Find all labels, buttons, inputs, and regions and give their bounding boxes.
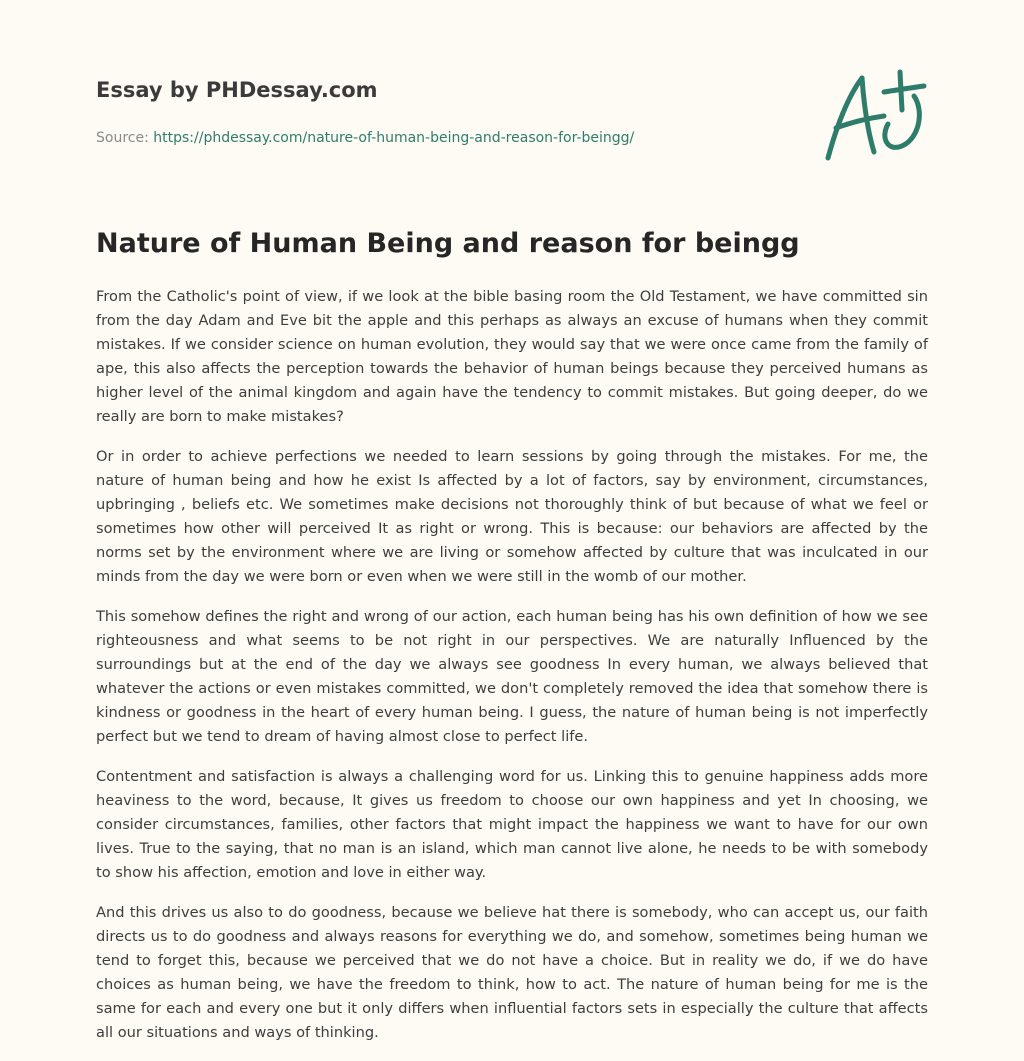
essay-paragraph: This somehow defines the right and wrong of our action, each human being has his own definition of how we see righteousness and what seems to be not right in our perspectives. We are naturally Influenced by the surroundings but at the end of the day we always see goodness In every human, we always believed that whatever the actions or even mistakes committed, we don't completely removed the idea that somehow there is kindness or goodness in the heart of every human being. I guess, the nature of human being is not imperfectly perfect but we tend to dream of having almost close to perfect life. (96, 608, 928, 745)
essay-body (96, 285, 928, 1061)
essay-title: Nature of Human Being and reason for beingg (96, 228, 800, 259)
essay-paragraph: Or in order to achieve perfections we needed to learn sessions by going through the mistakes. For me, the nature of human being and how he exist Is affected by a lot of factors, say by environment, circumstances, upbringing , beliefs etc. We sometimes make decisions not thoroughly think of but because of what we feel or sometimes how other will perceived It as right or wrong. This is because: our behaviors are affected by the norms set by the environment where we are living or somehow affected by culture that was inculcated in our minds from the day we were born or even when we were still in the womb of our mother. (96, 448, 928, 585)
source-link[interactable]: https://phdessay.com/nature-of-human-being-and-reason-for-beingg/ (153, 130, 635, 146)
essay-paragraph: From the Catholic's point of view, if we look at the bible basing room the Old Testament, we have committed sin from the day Adam and Eve bit the apple and this perhaps as always an excuse of humans when they commit mistakes. If we consider science on human evolution, they would say that we were once came from the family of ape, this also affects the perception towards the behavior of human beings because they perceived humans as higher level of the animal kingdom and again have the tendency to commit mistakes. But going deeper, do we really are born to make mistakes? (96, 288, 928, 425)
a-plus-grade-icon (818, 66, 930, 166)
essay-paragraph: Contentment and satisfaction is always a challenging word for us. Linking this to genuine happiness adds more heaviness to the word, because, It gives us freedom to choose our own happiness and yet In choosing, we consider circumstances, families, other factors that might impact the happiness we want to have for our own lives. True to the saying, that no man is an island, which man cannot live alone, he needs to be with somebody to show his affection, emotion and love in either way. (96, 768, 928, 881)
source-line (96, 128, 796, 148)
page-header (96, 76, 796, 148)
source-label: Source: (96, 130, 149, 146)
brand-title: Essay by PHDessay.com (96, 78, 378, 102)
essay-paragraph: And this drives us also to do goodness, because we believe hat there is somebody, who can accept us, our faith directs us to do goodness and always reasons for everything we do, and somehow, sometimes being human we tend to forget this, because we perceived that we do not have a choice. But in reality we do, if we do have choices as human being, we have the freedom to think, how to act. The nature of human being for me is the same for each and every one but it only differs when influential factors sets in especially the culture that affects all our situations and ways of thinking. (96, 904, 928, 1041)
